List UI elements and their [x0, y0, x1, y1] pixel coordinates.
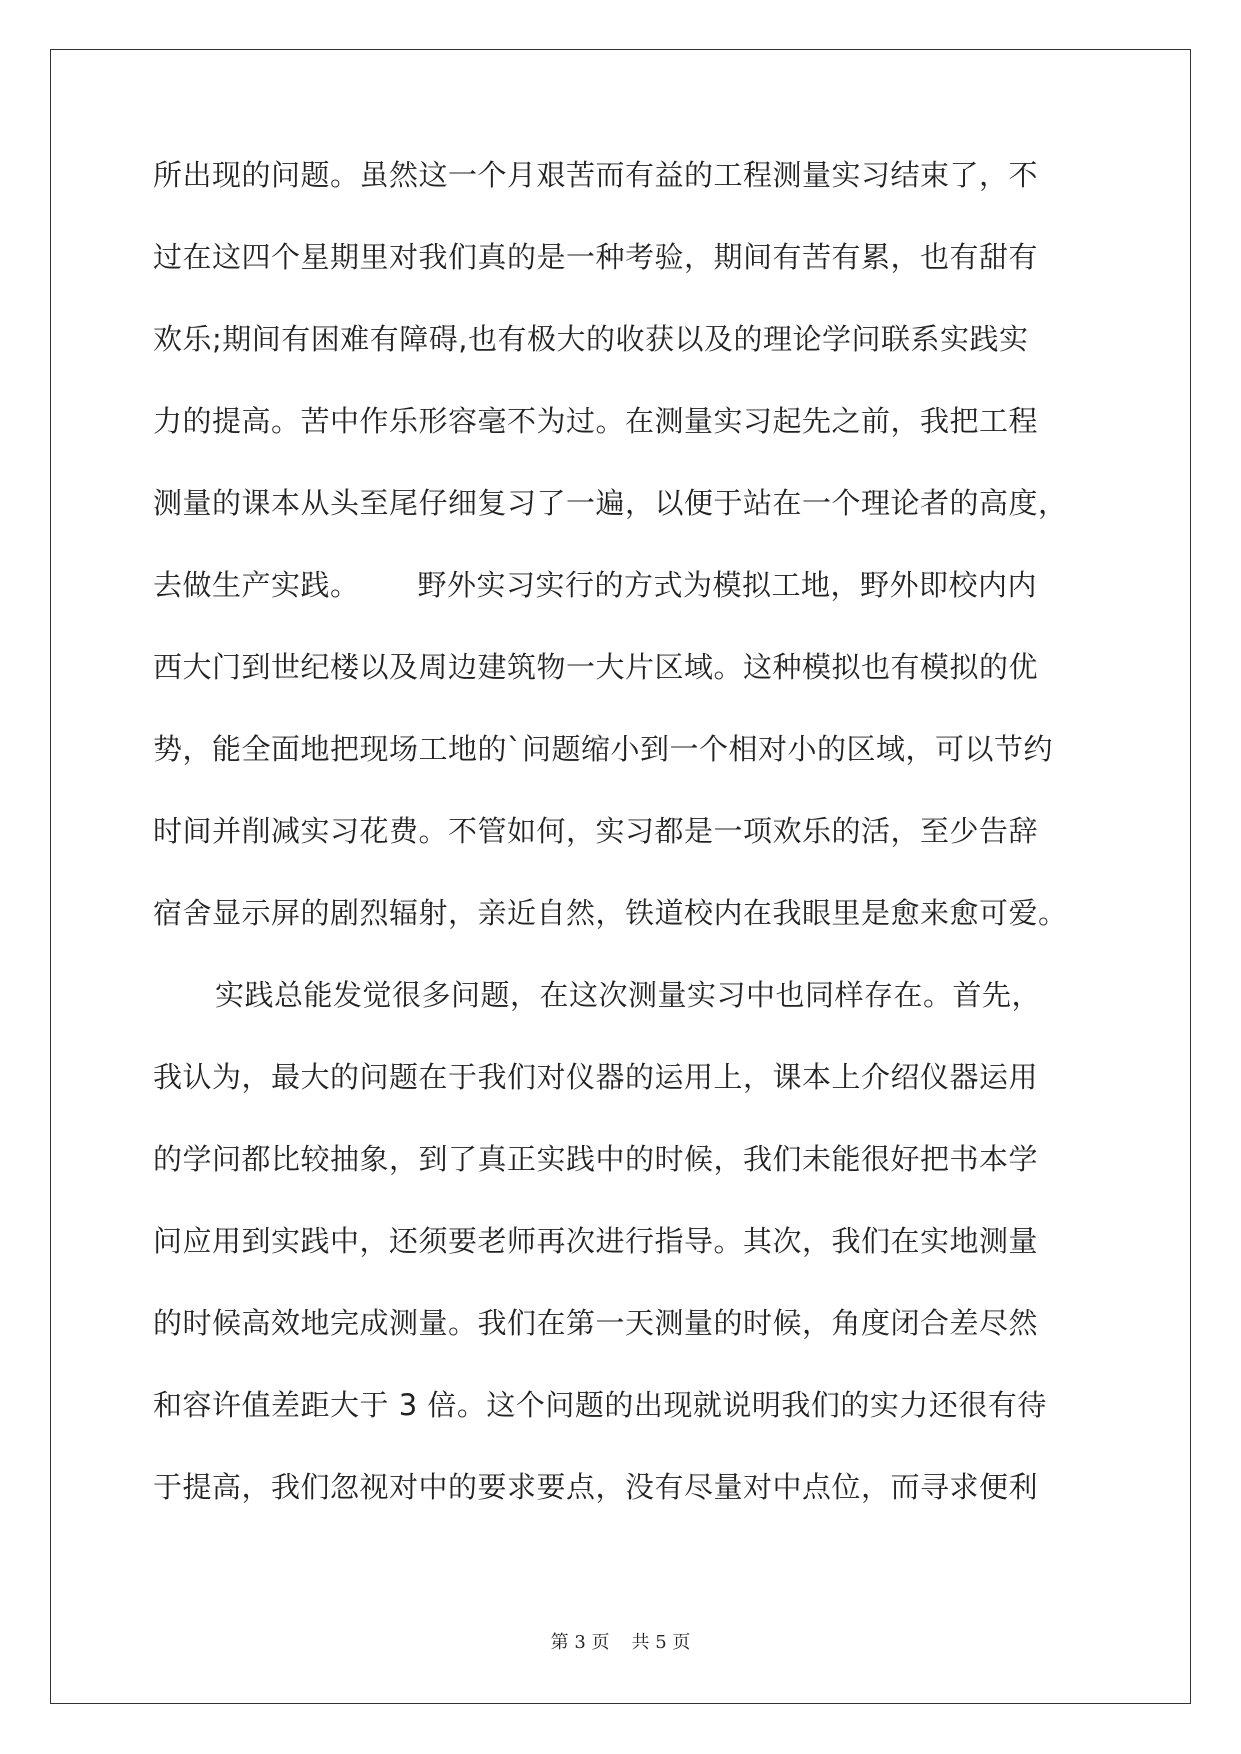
text-segment: 去做生产实践。	[153, 568, 360, 602]
text-line: 和容许值差距大于 3 倍。这个问题的出现就说明我们的实力还很有待	[153, 1388, 1047, 1422]
text-line: 问应用到实践中，还须要老师再次进行指导。其次，我们在实地测量	[153, 1224, 1039, 1258]
page-total: 共 5 页	[631, 1632, 691, 1653]
body-text	[153, 158, 1098, 1552]
text-line: 势，能全面地把现场工地的`问题缩小到一个相对小的区域，可以节约	[153, 732, 1054, 766]
text-line: 的时候高效地完成测量。我们在第一天测量的时候，角度闭合差尽然	[153, 1306, 1039, 1340]
text-line: 测量的课本从头至尾仔细复习了一遍，以便于站在一个理论者的高度，	[153, 486, 1068, 520]
text-line: 我认为，最大的问题在于我们对仪器的运用上，课本上介绍仪器运用	[153, 1060, 1039, 1094]
text-line: 西大门到世纪楼以及周边建筑物一大片区域。这种模拟也有模拟的优	[153, 650, 1039, 684]
text-line: 时间并削减实习花费。不管如何，实习都是一项欢乐的活，至少告辞	[153, 814, 1039, 848]
text-line: 宿舍显示屏的剧烈辐射，亲近自然，铁道校内在我眼里是愈来愈可爱。	[153, 896, 1068, 930]
text-line: 欢乐;期间有困难有障碍,也有极大的收获以及的理论学问联系实践实	[153, 322, 1029, 356]
text-line: 力的提高。苦中作乐形容毫不为过。在测量实习起先之前，我把工程	[153, 404, 1039, 438]
text-line: 所出现的问题。虽然这一个月艰苦而有益的工程测量实习结束了，不	[153, 158, 1039, 192]
paragraph-start-line: 实践总能发觉很多问题，在这次测量实习中也同样存在。首先，	[215, 978, 1042, 1012]
text-line	[153, 568, 1098, 650]
text-line: 于提高，我们忽视对中的要求要点，没有尽量对中点位，而寻求便利	[153, 1470, 1039, 1504]
text-line: 的学问都比较抽象，到了真正实践中的时候，我们未能很好把书本学	[153, 1142, 1039, 1176]
page-number: 第 3 页	[550, 1632, 610, 1653]
text-line: 过在这四个星期里对我们真的是一种考验，期间有苦有累，也有甜有	[153, 240, 1039, 274]
text-segment: 野外实习实行的方式为模拟工地，野外即校内内	[417, 568, 1038, 602]
page-footer	[0, 1628, 1241, 1654]
